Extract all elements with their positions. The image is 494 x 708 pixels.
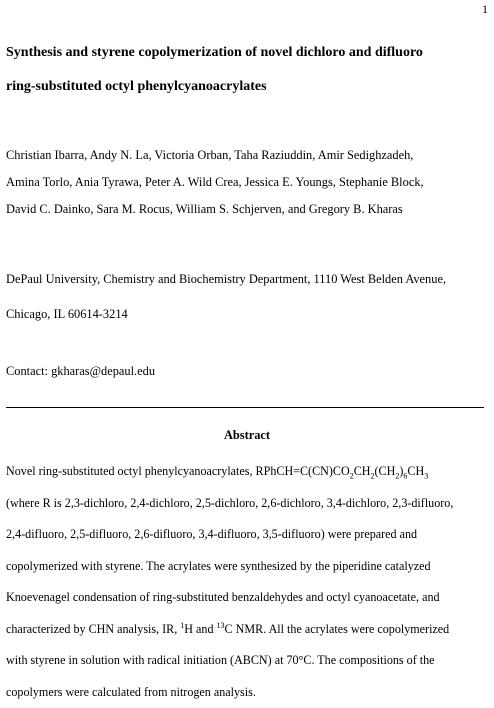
abstract-text-segment: Novel ring-substituted octyl phenylcyanoacrylates, RPhCH=C(CN)CO	[6, 464, 350, 478]
author-line: Christian Ibarra, Andy N. La, Victoria Orban, Taha Raziuddin, Amir Sedighzadeh,	[6, 142, 492, 169]
superscript: 13	[217, 620, 225, 629]
abstract-text-segment: (CH	[375, 464, 396, 478]
paper-title	[6, 36, 490, 104]
abstract-line: with styrene in solution with radical initiation (ABCN) at 70°C. The compositions of the	[6, 645, 492, 677]
abstract-line: 2,4-difluoro, 2,5-difluoro, 2,6-difluoro, 3,4-difluoro, 3,5-difluoro) were prepared and	[6, 519, 492, 551]
abstract-text-segment: H and	[184, 622, 216, 636]
affiliation	[6, 262, 492, 332]
abstract-line	[6, 456, 492, 488]
title-line: ring-substituted octyl phenylcyanoacrylates	[6, 70, 490, 104]
abstract-text-segment: CH	[407, 464, 424, 478]
abstract-heading: Abstract	[0, 428, 494, 443]
abstract-text-segment: characterized by CHN analysis, IR,	[6, 622, 180, 636]
subscript: 3	[424, 471, 428, 480]
superscript: 1	[180, 620, 184, 629]
subscript: 2	[371, 471, 375, 480]
abstract-line: copolymerized with styrene. The acrylates were synthesized by the piperidine catalyzed	[6, 551, 492, 583]
contact-email: Contact: gkharas@depaul.edu	[6, 364, 155, 379]
abstract-line: Knoevenagel condensation of ring-substituted benzaldehydes and octyl cyanoacetate, and	[6, 582, 492, 614]
abstract-text-segment: )	[399, 464, 403, 478]
page-number: 1	[482, 2, 488, 17]
abstract-line: copolymers were calculated from nitrogen analysis.	[6, 677, 492, 708]
abstract-line: (where R is 2,3-dichloro, 2,4-dichloro, 2,5-dichloro, 2,6-dichloro, 3,4-dichloro, 2,3-difluoro,	[6, 488, 492, 520]
author-list	[6, 142, 492, 223]
author-line: Amina Torlo, Ania Tyrawa, Peter A. Wild Crea, Jessica E. Youngs, Stephanie Block,	[6, 169, 492, 196]
subscript: 2	[395, 471, 399, 480]
subscript: 6	[403, 471, 407, 480]
affiliation-line: DePaul University, Chemistry and Biochemistry Department, 1110 West Belden Avenue,	[6, 262, 492, 297]
author-line: David C. Dainko, Sara M. Rocus, William S. Schjerven, and Gregory B. Kharas	[6, 196, 492, 223]
affiliation-line: Chicago, IL 60614-3214	[6, 297, 492, 332]
title-line: Synthesis and styrene copolymerization of novel dichloro and difluoro	[6, 36, 490, 70]
abstract-text-segment: CH	[354, 464, 371, 478]
section-divider	[6, 407, 484, 408]
subscript: 2	[350, 471, 354, 480]
abstract-line	[6, 614, 492, 646]
abstract-text-segment: C NMR. All the acrylates were copolymerized	[225, 622, 450, 636]
abstract-text	[6, 456, 492, 708]
